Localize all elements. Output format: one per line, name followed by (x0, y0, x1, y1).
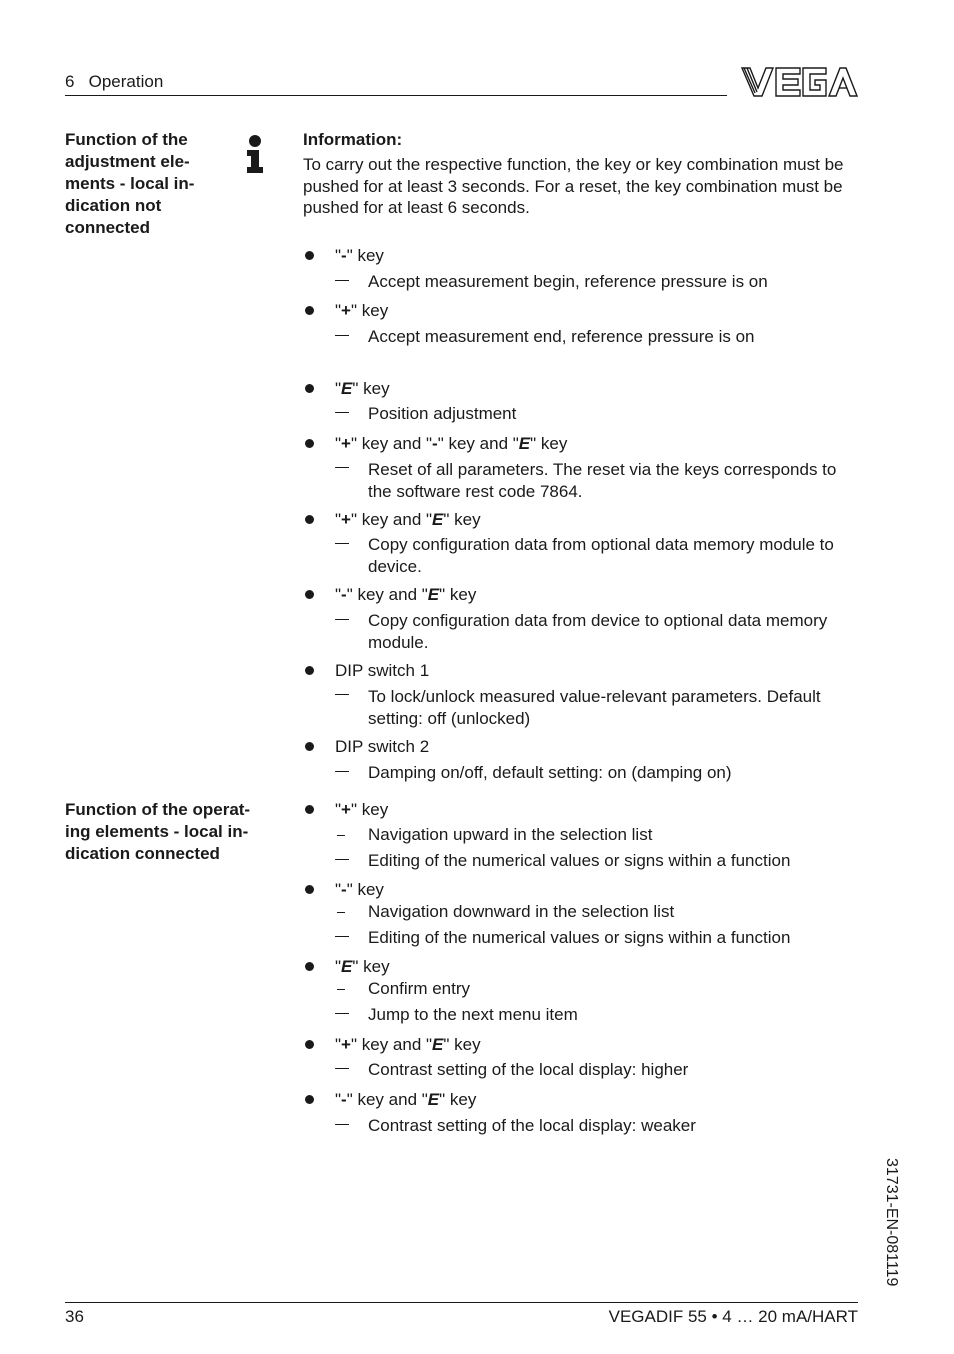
bullet-icon (305, 1040, 314, 1049)
item-detail: Contrast setting of the local display: weaker (368, 1116, 696, 1135)
bullet-icon (305, 439, 314, 448)
dash-icon (335, 936, 349, 937)
item-detail: Copy configuration data from optional data memory module to device. (368, 535, 834, 576)
bullet-icon (305, 885, 314, 894)
item-detail: Editing of the numerical values or signs within a function (368, 851, 791, 870)
item-label: "+" key and "E" key (335, 1035, 481, 1054)
info-icon (244, 134, 266, 174)
item-label: "-" key (335, 246, 384, 265)
heading-line: ing elements - local in- (65, 822, 249, 841)
item-detail: Navigation downward in the selection list (368, 902, 675, 921)
dash-icon (335, 467, 349, 468)
document-code: 31731-EN-081119 (883, 1158, 900, 1287)
bullet-icon (305, 251, 314, 260)
bullet-icon (305, 515, 314, 524)
dash-icon (335, 412, 349, 413)
item-detail: Accept measurement begin, reference pressure is on (368, 272, 768, 291)
item-detail: Damping on/off, default setting: on (damping on) (368, 763, 732, 782)
item-detail: Position adjustment (368, 404, 517, 423)
bullet-icon (305, 384, 314, 393)
dash-icon (335, 619, 349, 620)
dash-icon (335, 1068, 349, 1069)
item-detail: Confirm entry (368, 979, 471, 998)
header-rule (65, 95, 727, 96)
item-label: "+" key (335, 800, 389, 819)
dash-icon (337, 912, 345, 913)
bullet-icon (305, 742, 314, 751)
item-detail: Reset of all parameters. The reset via the keys corresponds to the software rest code 7864. (368, 460, 837, 501)
dash-icon (337, 989, 345, 990)
item-label: DIP switch 2 (335, 737, 430, 756)
heading-line: dication not (65, 196, 162, 215)
dash-icon (335, 771, 349, 772)
heading-line: adjustment ele- (65, 152, 190, 171)
footer-rule (65, 1302, 858, 1303)
item-label: "+" key and "-" key and "E" key (335, 434, 568, 453)
bullet-icon (305, 962, 314, 971)
item-label: "-" key and "E" key (335, 1090, 477, 1109)
bullet-icon (305, 306, 314, 315)
item-detail: Editing of the numerical values or signs within a function (368, 928, 791, 947)
section2-heading (65, 799, 275, 865)
dash-icon (335, 335, 349, 336)
heading-line: connected (65, 218, 151, 237)
dash-icon (335, 859, 349, 860)
product-name: VEGADIF 55 • 4 … 20 mA/HART (608, 1307, 858, 1326)
heading-line: Function of the operat- (65, 800, 251, 819)
bullet-icon (305, 590, 314, 599)
heading-line: Function of the (65, 130, 188, 149)
bullet-icon (305, 1095, 314, 1104)
item-label: "+" key and "E" key (335, 510, 481, 529)
info-title: Information: (303, 130, 403, 149)
item-label: "+" key (335, 301, 389, 320)
dash-icon (335, 1013, 349, 1014)
heading-line: dication connected (65, 844, 220, 863)
item-detail: Copy configuration data from device to optional data memory module. (368, 611, 828, 652)
section-header: 6 Operation (65, 72, 164, 91)
heading-line: ments - local in- (65, 174, 195, 193)
item-detail: Contrast setting of the local display: higher (368, 1060, 689, 1079)
dash-icon (335, 694, 349, 695)
dash-icon (335, 543, 349, 544)
bullet-icon (305, 666, 314, 675)
page-number: 36 (65, 1307, 84, 1326)
dash-icon (335, 1124, 349, 1125)
item-detail: To lock/unlock measured value-relevant parameters. Default setting: off (unlocked) (368, 687, 821, 728)
item-label: "E" key (335, 957, 390, 976)
info-text: To carry out the respective function, the key or key combination must be pushed for at least 3 seconds. For a reset, the key combination must be pushed for at least 6 seconds. (303, 155, 844, 217)
item-label: "-" key (335, 880, 384, 899)
item-detail: Accept measurement end, reference pressure is on (368, 327, 755, 346)
dash-icon (335, 280, 349, 281)
bullet-icon (305, 805, 314, 814)
item-label: "-" key and "E" key (335, 585, 477, 604)
vega-logo (740, 66, 858, 98)
item-label: "E" key (335, 379, 390, 398)
item-detail: Navigation upward in the selection list (368, 825, 653, 844)
item-label: DIP switch 1 (335, 661, 430, 680)
dash-icon (337, 835, 345, 836)
item-detail: Jump to the next menu item (368, 1005, 578, 1024)
